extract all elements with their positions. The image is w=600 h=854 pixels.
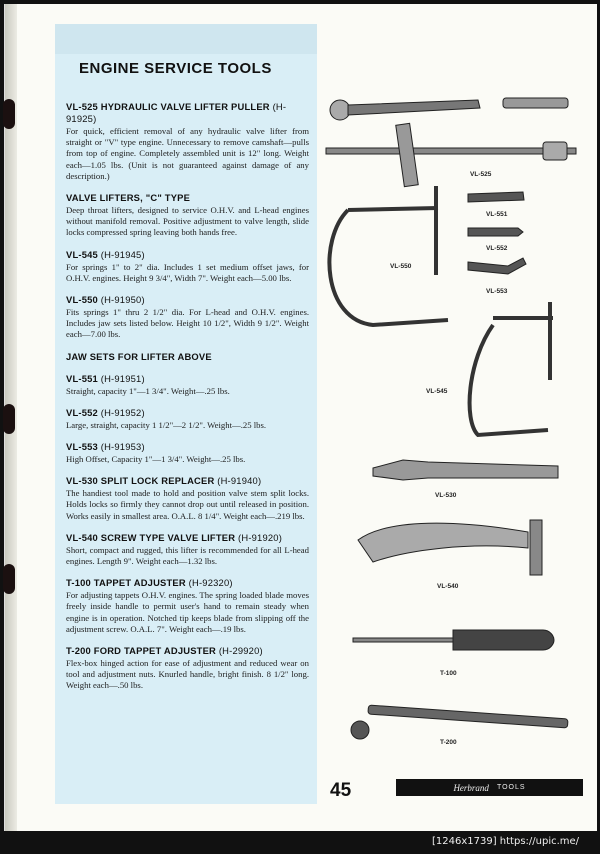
page-number: 45 <box>330 780 352 801</box>
vl525-puller-illustration <box>326 98 576 187</box>
product-heading <box>66 373 309 385</box>
product-code: (H-91950) <box>100 294 145 306</box>
product-name: VL-525 HYDRAULIC VALVE LIFTER PULLER <box>66 101 270 112</box>
product-heading <box>66 407 309 419</box>
t200-adjuster-illustration <box>351 705 568 739</box>
product-heading <box>66 192 309 204</box>
product-section <box>66 441 309 465</box>
product-heading <box>66 249 309 261</box>
product-heading <box>66 294 309 306</box>
product-section <box>66 532 309 567</box>
figure-label-vl551: VL-551 <box>486 211 508 218</box>
product-description: For springs 1" to 2" dia. Includes 1 set medium offset jaws, for O.H.V. engines. Height 9 3/4", Width 7". Weight each—5.00 lbs. <box>66 261 309 283</box>
binding-strip <box>5 4 17 831</box>
vl530-replacer-illustration <box>373 460 558 480</box>
product-description: Flex-box hinged action for ease of adjustment and reduced wear on tool and adjustment nuts. Knurled handle, bright finish. 8 1/2" long. Weight each—.50 lbs. <box>66 658 309 691</box>
binder-hole <box>3 99 15 129</box>
figure-label-vl525: VL-525 <box>470 171 492 178</box>
product-code: (H-91951) <box>100 372 145 384</box>
product-section <box>66 475 309 522</box>
figure-label-vl552: VL-552 <box>486 245 508 252</box>
product-heading <box>66 351 309 363</box>
product-code: (H-29920) <box>218 645 263 657</box>
product-code: (H-91940) <box>217 475 262 487</box>
product-section <box>66 351 309 363</box>
product-heading <box>66 645 309 657</box>
binder-hole <box>3 564 15 594</box>
product-section <box>66 192 309 239</box>
product-section <box>66 101 309 182</box>
brand-tools-text: TOOLS <box>496 784 526 791</box>
t100-adjuster-illustration <box>353 630 554 650</box>
figure-label-t100: T-100 <box>440 670 457 677</box>
product-code: (H-91945) <box>100 248 145 260</box>
brand-footer <box>396 779 583 796</box>
vl550-lifter-illustration <box>329 186 448 325</box>
product-name: T-100 TAPPET ADJUSTER <box>66 577 186 589</box>
product-description: For adjusting tappets O.H.V. engines. The spring loaded blade moves freely inside handle to permit user's hand to remain steady when engine is in operation. Notched tip keeps blade from slipping off the adjustment screw. O.A.L. 7". Weight each—.19 lbs. <box>66 590 309 634</box>
product-description: Short, compact and rugged, this lifter is recommended for all L-head engines. Length 9". Weight each—1.32 lbs. <box>66 544 309 567</box>
image-caption: [1246x1739] https://upic.me/ <box>432 836 580 847</box>
figure-label-vl545: VL-545 <box>426 388 448 395</box>
product-section <box>66 407 309 431</box>
product-name: VL-551 <box>66 372 98 384</box>
figure-label-vl550: VL-550 <box>390 263 412 270</box>
product-heading <box>66 577 309 589</box>
figure-label-t200: T-200 <box>440 739 457 746</box>
product-description: Straight, capacity 1"—1 3/4". Weight—.25 lbs. <box>66 385 230 396</box>
figure-label-vl540: VL-540 <box>437 583 459 590</box>
product-section <box>66 645 309 692</box>
section-list <box>66 101 309 702</box>
figure-label-vl553: VL-553 <box>486 288 508 295</box>
product-description: For quick, efficient removal of any hydraulic valve lifter from straight or "V" type engine. Unnecessary to remove camshaft—pulls from top of engine. Completely assembled unit is 12" long. Weight each—1.05 lbs. (Unit is not guaranteed against damage of any description.) <box>66 126 309 181</box>
vl540-lifter-illustration <box>358 520 542 575</box>
product-name: VL-545 <box>66 248 98 260</box>
product-description: High Offset, Capacity 1"—1 3/4". Weight—.25 lbs. <box>66 454 246 465</box>
binder-hole <box>3 404 15 434</box>
figure-label-vl530: VL-530 <box>435 492 457 499</box>
product-heading <box>66 532 309 544</box>
product-name: JAW SETS FOR LIFTER ABOVE <box>66 350 212 362</box>
product-section <box>66 249 309 284</box>
product-description: Deep throat lifters, designed to service O.H.V. and L-head engines without manifold removal. Positive adjustment to valve length, slide locks compressed spring leaving both hands free. <box>66 205 309 238</box>
product-heading <box>66 101 309 125</box>
product-code: (H-91925) <box>66 101 287 124</box>
product-section <box>66 577 309 635</box>
product-description: Large, straight, capacity 1 1/2"—2 1/2". Weight—.25 lbs. <box>66 419 267 430</box>
product-description: Fits springs 1" thru 2 1/2" dia. For L-head and O.H.V. engines. Includes jaw sets listed below. Height 10 1/2", Width 9 1/2". Weight each—7.00 lbs. <box>66 307 309 340</box>
product-name: VL-530 SPLIT LOCK REPLACER <box>66 475 215 487</box>
product-code: (H-92320) <box>188 577 233 589</box>
vl545-lifter-illustration <box>470 302 553 435</box>
product-name: VL-553 <box>66 441 98 453</box>
product-section <box>66 294 309 341</box>
product-code: (H-91953) <box>100 441 145 453</box>
brand-logo: Herbrand <box>453 782 489 793</box>
product-code: (H-91920) <box>238 531 283 543</box>
product-section <box>66 373 309 397</box>
product-code: (H-91952) <box>100 406 145 418</box>
product-name: VL-550 <box>66 294 98 306</box>
product-description: The handiest tool made to hold and position valve stem split locks. Holds locks so firmly they cannot drop out until released in position. Works easily in smallest area. O.A.L. 8 1/4". Weight each—.219 lbs. <box>66 488 309 521</box>
product-heading <box>66 475 309 487</box>
jaw-sets-illustration <box>468 192 526 274</box>
product-heading <box>66 441 309 453</box>
product-name: T-200 FORD TAPPET ADJUSTER <box>66 645 217 657</box>
product-name: VL-552 <box>66 406 98 418</box>
product-name: VALVE LIFTERS, "C" TYPE <box>66 192 191 204</box>
product-name: VL-540 SCREW TYPE VALVE LIFTER <box>66 531 236 543</box>
page-title: ENGINE SERVICE TOOLS <box>79 60 272 77</box>
